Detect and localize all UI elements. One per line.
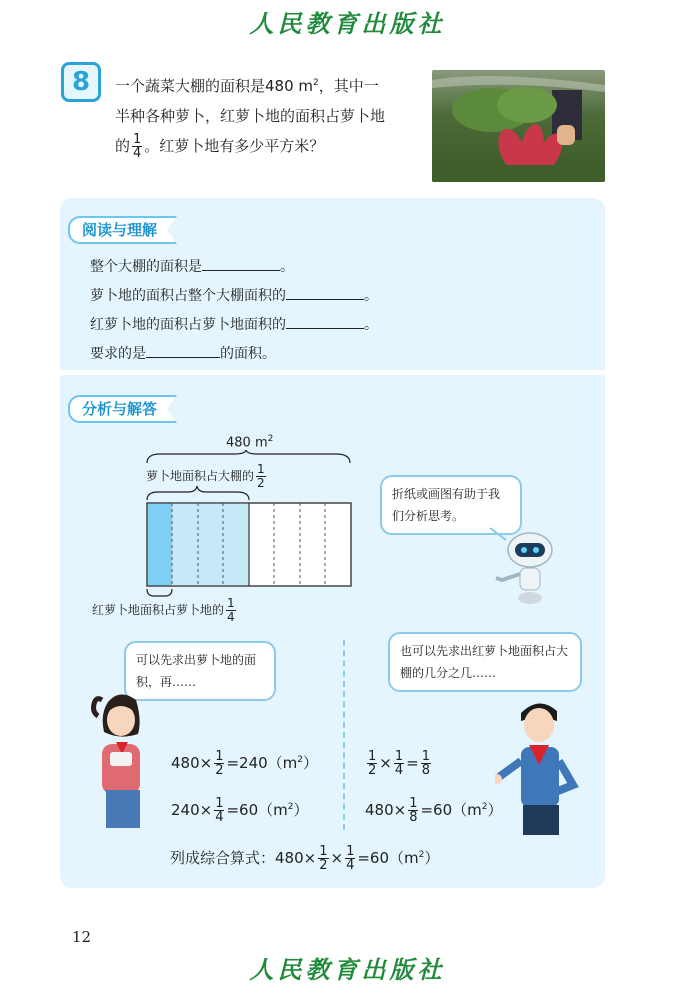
read-line-3: 红萝卜地的面积占萝卜地面积的 。 <box>90 314 378 334</box>
robot-icon <box>488 526 558 606</box>
boy-speech-bubble: 也可以先求出红萝卜地面积占大棚的几分之几…… <box>388 632 582 692</box>
diagram-top-label: 萝卜地面积占大棚的 $\frac{1}{2}$ <box>146 462 265 490</box>
diagram-bottom-label: 红萝卜地面积占萝卜地的 $\frac{1}{4}$ <box>92 596 235 624</box>
answer-blank[interactable] <box>286 314 364 329</box>
read-understand-title: 阅读与理解 <box>68 216 177 244</box>
girl-illustration <box>80 690 160 830</box>
answer-blank[interactable] <box>146 343 220 358</box>
diagram-total-label: 480 $m^2$ <box>226 434 274 451</box>
right-equation-2: 480× $\frac{1}{8}$ $=60(m^2)$ <box>365 796 503 825</box>
right-equation-1: $\frac{1}{2}$ × $\frac{1}{4}$ = $\frac{1}{8}$ <box>368 749 430 778</box>
read-line-1: 整个大棚的面积是 。 <box>90 256 294 276</box>
girl-speech-bubble: 可以先求出萝卜地的面积，再…… <box>124 641 276 701</box>
problem-line-3: 的 $\frac{1}{4}$ 。红萝卜地有多少平方米？ <box>115 132 325 161</box>
publisher-footer: 人民教育出版社 <box>249 955 446 984</box>
analyze-solve-title: 分析与解答 <box>68 395 177 423</box>
problem-line-1: 一个蔬菜大棚的面积是480 $m^2$，其中一 <box>115 77 379 95</box>
read-line-2: 萝卜地的面积占整个大棚面积的 。 <box>90 285 378 305</box>
answer-blank[interactable] <box>286 285 364 300</box>
boy-illustration <box>495 695 585 835</box>
problem-line-2: 半种各种萝卜，红萝卜地的面积占萝卜地 <box>115 107 386 125</box>
left-equation-2: 240× $\frac{1}{4}$ $=60(m^2)$ <box>171 796 309 825</box>
publisher-header: 人民教育出版社 <box>249 9 446 38</box>
answer-blank[interactable] <box>202 256 280 271</box>
problem-text <box>115 68 420 161</box>
problem-number: 8 <box>61 62 101 102</box>
method-divider <box>343 640 345 830</box>
read-understand-panel <box>60 198 605 370</box>
combined-equation: 列成综合算式：480× $\frac{1}{2}$ × $\frac{1}{4}$ $=60(m^2)$ <box>170 844 440 873</box>
robot-speech-bubble: 折纸或画图有助于我们分析思考。 <box>380 475 522 535</box>
page-number: 12 <box>72 928 92 946</box>
radish-photo <box>432 70 605 182</box>
left-equation-1: 480× $\frac{1}{2}$ $=240(m^2)$ <box>171 749 319 778</box>
read-line-4: 要求的是 的面积。 <box>90 343 276 363</box>
